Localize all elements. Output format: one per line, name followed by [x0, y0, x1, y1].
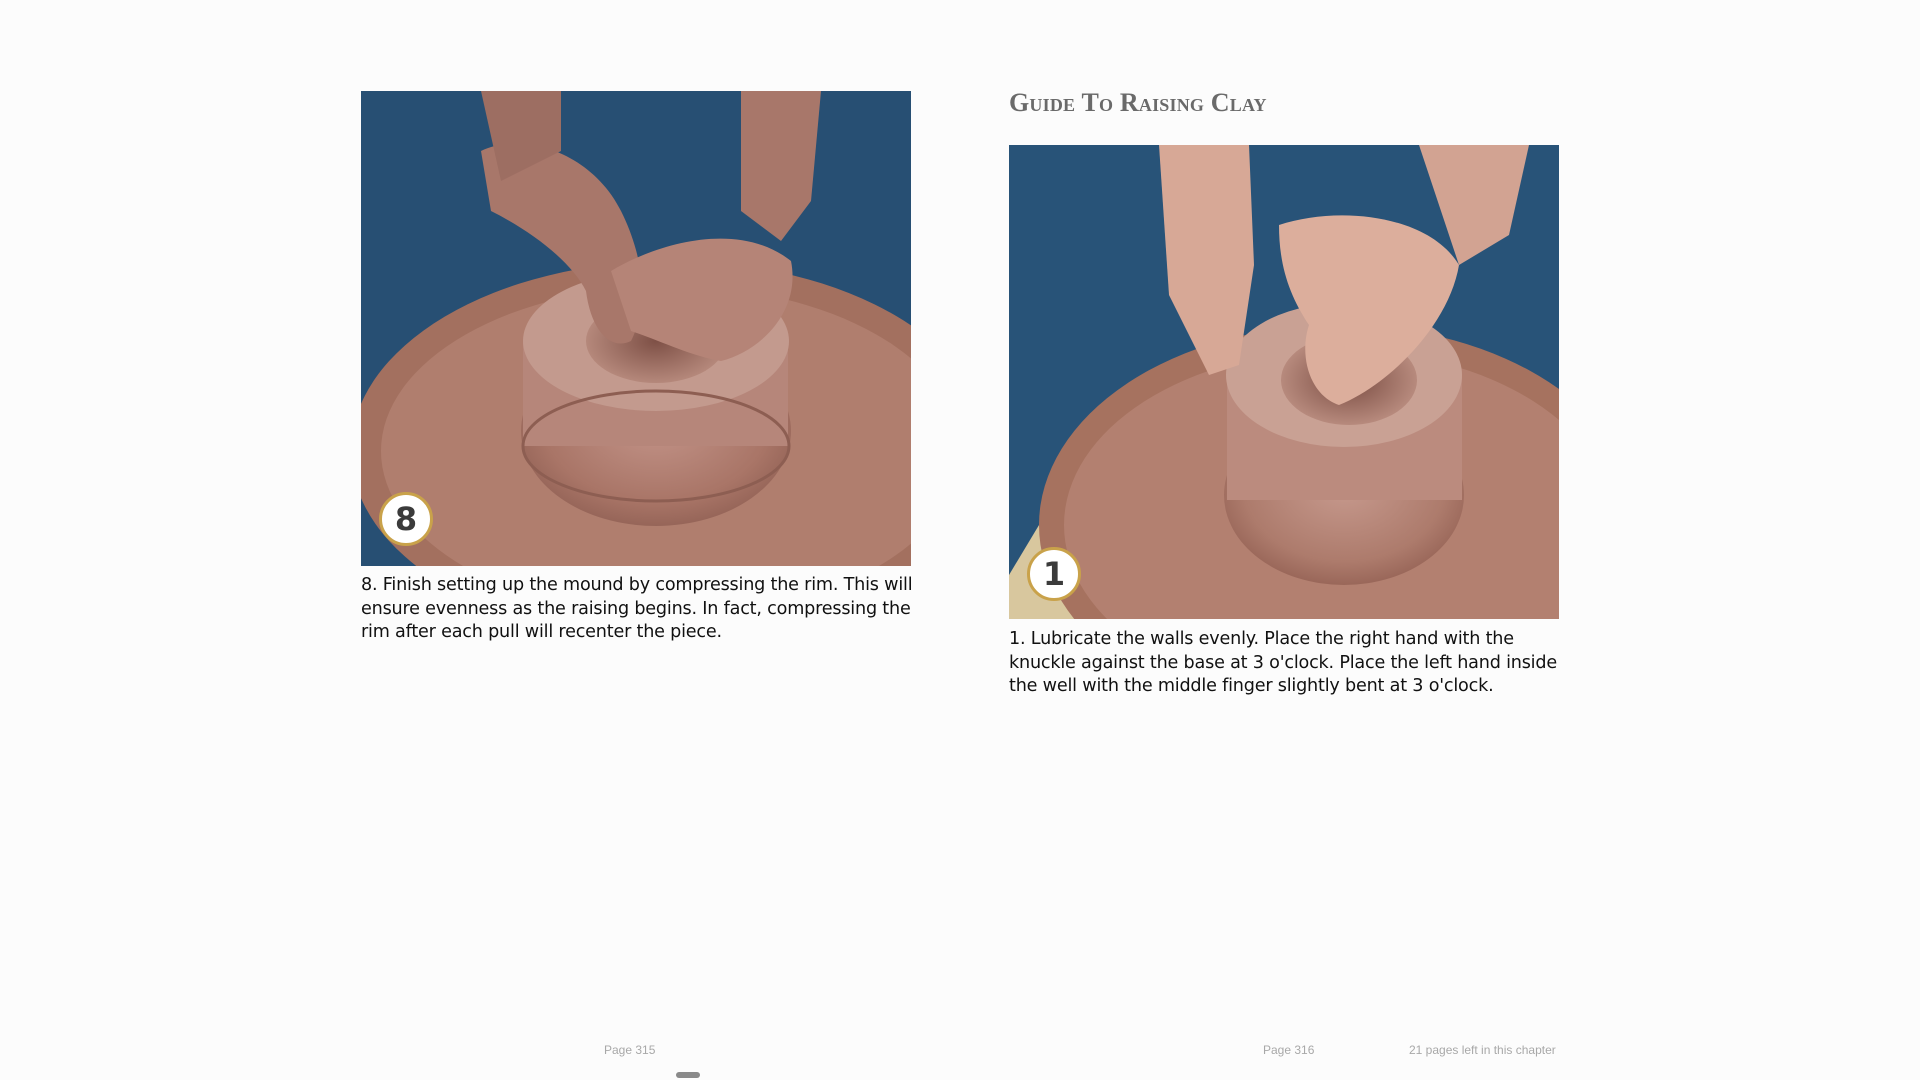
chapter-title: Guide To Raising Clay [1009, 88, 1267, 117]
page-number-right: Page 316 [1263, 1043, 1315, 1057]
pottery-wheel-illustration [1009, 145, 1559, 619]
step-number-badge: 1 [1027, 547, 1081, 601]
step-caption: 1. Lubricate the walls evenly. Place the right hand with the knuckle against the base at 3 o'clock. Place the left hand inside the well with the middle finger slightly bent at 3 o'clock. [1009, 629, 1557, 696]
step-caption: 8. Finish setting up the mound by compressing the rim. This will ensure evenness as the raising begins. In fact, compressing the rim after each pull will recenter the piece. [361, 575, 913, 642]
pages-left-in-chapter: 21 pages left in this chapter [1409, 1043, 1556, 1057]
pottery-photo-step-8 [361, 91, 911, 566]
pottery-wheel-illustration [361, 91, 911, 566]
page-scroll-indicator[interactable] [676, 1072, 700, 1078]
pottery-photo-step-1 [1009, 145, 1559, 619]
step-number-badge: 8 [379, 492, 433, 546]
page-number-left: Page 315 [604, 1043, 656, 1057]
